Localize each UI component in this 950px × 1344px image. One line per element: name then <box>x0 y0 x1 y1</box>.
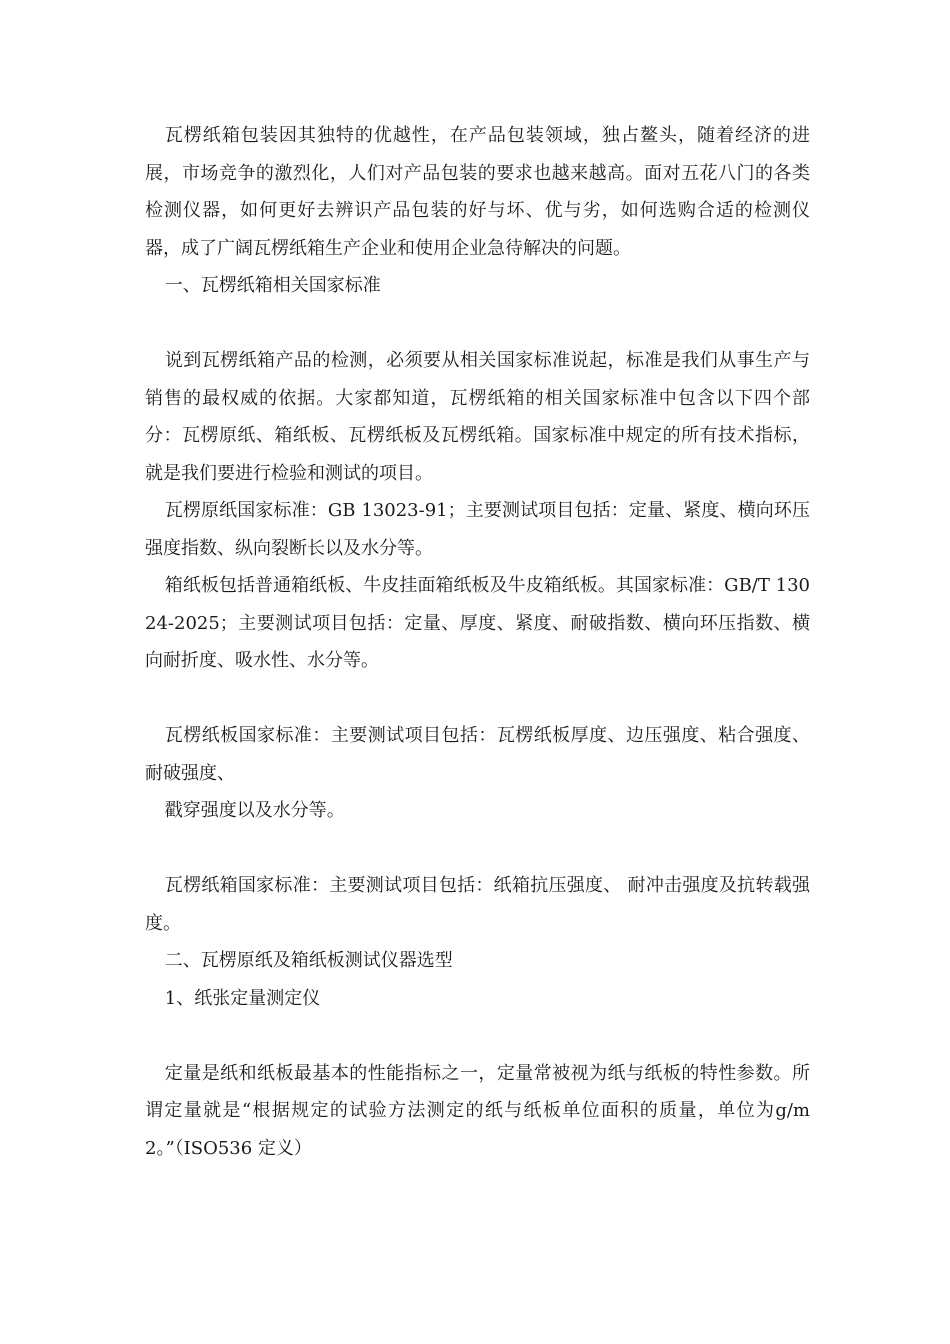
corrugated-board-standard: 瓦楞纸板国家标准：主要测试项目包括：瓦楞纸板厚度、边压强度、粘合强度、耐破强度、 <box>145 725 810 784</box>
corrugating-paper-standard: 瓦楞原纸国家标准：GB 13023-91；主要测试项目包括：定量、紧度、横向环压强度指数、纵向裂断长以及水分等。 <box>145 500 810 559</box>
corrugated-board-standard-cont: 戳穿强度以及水分等。 <box>164 800 345 821</box>
section-heading-1: 一、瓦楞纸箱相关国家标准 <box>164 275 381 296</box>
blank-line <box>145 680 810 718</box>
blank-line <box>145 305 810 343</box>
intro-paragraph: 瓦楞纸箱包装因其独特的优越性，在产品包装领域，独占鳌头，随着经济的进展，市场竞争的激烈化，人们对产品包装的要求也越来越高。面对五花八门的各类检测仪器，如何更好去辨识产品包装的好与坏、优与劣，如何选购合适的检测仪器，成了广阔瓦楞纸箱生产企业和使用企业急待解决的问题。 <box>145 125 810 259</box>
corrugated-box-standard: 瓦楞纸箱国家标准：主要测试项目包括：纸箱抗压强度、 耐冲击强度及抗转载强度。 <box>145 875 810 934</box>
section-heading-2: 二、瓦楞原纸及箱纸板测试仪器选型 <box>164 950 453 971</box>
subsection-heading-1: 1、纸张定量测定仪 <box>164 987 321 1009</box>
blank-line <box>145 1017 810 1055</box>
document-body <box>145 117 810 1167</box>
grammage-paragraph: 定量是纸和纸板最基本的性能指标之一，定量常被视为纸与纸板的特性参数。所谓定量就是“根据规定的试验方法测定的纸与纸板单位面积的质量，单位为g/m2。”（ISO536 定义） <box>145 1062 810 1159</box>
boxboard-standard: 箱纸板包括普通箱纸板、牛皮挂面箱纸板及牛皮箱纸板。其国家标准：GB/T 13024-2025；主要测试项目包括：定量、厚度、紧度、耐破指数、横向环压指数、横向耐折度、吸水性、水分等。 <box>145 575 810 671</box>
standards-paragraph: 说到瓦楞纸箱产品的检测，必须要从相关国家标准说起，标准是我们从事生产与销售的最权威的依据。大家都知道，瓦楞纸箱的相关国家标准中包含以下四个部分：瓦楞原纸、箱纸板、瓦楞纸板及瓦楞纸箱。国家标准中规定的所有技术指标，就是我们要进行检验和测试的项目。 <box>145 350 810 484</box>
blank-line <box>145 830 810 868</box>
